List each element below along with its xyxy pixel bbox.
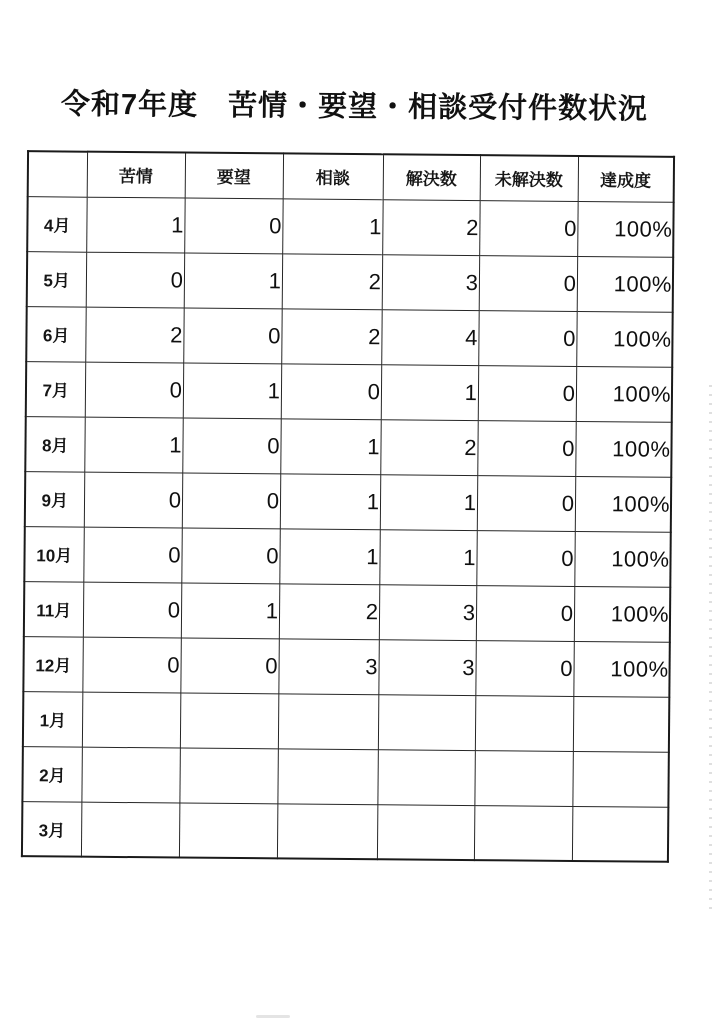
cell-achievement: 100% xyxy=(575,421,671,477)
row-header-month: 9月 xyxy=(25,471,84,527)
col-header-unresolved: 未解決数 xyxy=(480,155,578,201)
header-row xyxy=(28,151,674,202)
cell-unresolved: 0 xyxy=(478,310,576,366)
cell-achievement xyxy=(573,696,669,752)
cell-resolved: 4 xyxy=(381,309,478,365)
cell-complaints: 0 xyxy=(86,252,184,308)
table-row xyxy=(26,361,672,422)
cell-achievement xyxy=(572,806,668,862)
table-row xyxy=(23,691,669,752)
cell-complaints xyxy=(81,747,179,803)
cell-consultations: 1 xyxy=(282,198,382,254)
cell-requests: 0 xyxy=(183,308,281,364)
cell-achievement: 100% xyxy=(573,641,669,697)
table-row xyxy=(25,416,671,477)
col-header-complaints: 苦情 xyxy=(87,152,185,198)
cell-requests: 1 xyxy=(181,583,279,639)
cell-achievement: 100% xyxy=(574,531,670,587)
cell-requests: 0 xyxy=(182,473,280,529)
cell-resolved xyxy=(377,804,474,860)
cell-unresolved: 0 xyxy=(479,255,577,311)
cell-complaints: 0 xyxy=(82,637,180,693)
table-row xyxy=(27,196,673,257)
cell-achievement: 100% xyxy=(575,476,671,532)
cell-resolved: 1 xyxy=(381,364,478,420)
row-header-month: 8月 xyxy=(25,416,84,472)
row-header-month: 7月 xyxy=(26,361,85,417)
table-row xyxy=(24,581,670,642)
col-header-achievement: 達成度 xyxy=(578,156,674,202)
row-header-month: 1月 xyxy=(23,691,82,747)
cell-unresolved: 0 xyxy=(476,530,574,586)
cell-unresolved xyxy=(474,750,572,806)
col-header-consultations: 相談 xyxy=(283,153,383,199)
cell-unresolved: 0 xyxy=(475,640,573,696)
cell-resolved xyxy=(378,694,475,750)
cell-complaints: 1 xyxy=(84,417,182,473)
cell-complaints xyxy=(81,802,179,858)
cell-consultations: 2 xyxy=(281,308,381,364)
cell-unresolved xyxy=(474,805,572,861)
cell-consultations: 0 xyxy=(281,363,381,419)
cell-requests: 0 xyxy=(184,198,282,254)
cell-requests xyxy=(180,693,278,749)
cell-requests: 0 xyxy=(180,638,278,694)
cell-requests xyxy=(179,803,277,859)
cell-unresolved xyxy=(475,695,573,751)
cell-achievement: 100% xyxy=(577,201,673,257)
col-header-resolved: 解決数 xyxy=(383,154,480,200)
cell-consultations xyxy=(277,748,377,804)
table-row xyxy=(22,801,668,862)
corner-cell xyxy=(28,151,87,197)
cell-requests: 0 xyxy=(182,418,280,474)
monthly-counts-table xyxy=(21,150,675,863)
cell-complaints xyxy=(82,692,180,748)
row-header-month: 11月 xyxy=(24,581,83,637)
cell-resolved: 3 xyxy=(379,584,476,640)
cell-requests: 1 xyxy=(183,363,281,419)
cell-complaints: 0 xyxy=(85,362,183,418)
cell-consultations: 1 xyxy=(280,473,380,529)
page-title: 令和7年度 苦情・要望・相談受付件数状況 xyxy=(60,88,649,126)
cell-achievement: 100% xyxy=(574,586,670,642)
cell-consultations xyxy=(278,693,378,749)
table-row xyxy=(24,526,670,587)
table-row xyxy=(25,471,671,532)
cell-complaints: 0 xyxy=(83,582,181,638)
cell-requests: 0 xyxy=(181,528,279,584)
cell-achievement: 100% xyxy=(576,311,672,367)
cell-complaints: 2 xyxy=(85,307,183,363)
table-row xyxy=(26,306,672,367)
row-header-month: 4月 xyxy=(27,196,86,252)
cell-consultations: 1 xyxy=(279,528,379,584)
cell-complaints: 0 xyxy=(84,472,182,528)
cell-consultations: 3 xyxy=(278,638,378,694)
cell-consultations: 1 xyxy=(280,418,380,474)
cell-consultations xyxy=(277,803,377,859)
cell-unresolved: 0 xyxy=(479,200,577,256)
scan-artifact-right-edge xyxy=(709,385,712,915)
cell-resolved: 3 xyxy=(378,639,475,695)
row-header-month: 3月 xyxy=(22,801,81,857)
table-row xyxy=(22,746,668,807)
col-header-requests: 要望 xyxy=(185,153,283,199)
cell-requests: 1 xyxy=(184,253,282,309)
scan-artifact-bottom xyxy=(256,1015,290,1018)
cell-unresolved: 0 xyxy=(477,420,575,476)
cell-resolved: 1 xyxy=(379,529,476,585)
row-header-month: 2月 xyxy=(22,746,81,802)
cell-resolved: 1 xyxy=(380,474,477,530)
cell-achievement: 100% xyxy=(576,366,672,422)
cell-complaints: 0 xyxy=(83,527,181,583)
table-row xyxy=(23,636,669,697)
cell-resolved xyxy=(377,749,474,805)
cell-resolved: 3 xyxy=(382,254,479,310)
cell-requests xyxy=(179,748,277,804)
row-header-month: 12月 xyxy=(23,636,82,692)
cell-resolved: 2 xyxy=(380,419,477,475)
cell-unresolved: 0 xyxy=(477,475,575,531)
cell-achievement xyxy=(572,751,668,807)
table-row xyxy=(27,251,673,312)
cell-resolved: 2 xyxy=(382,199,479,255)
cell-unresolved: 0 xyxy=(478,365,576,421)
cell-unresolved: 0 xyxy=(476,585,574,641)
cell-complaints: 1 xyxy=(86,197,184,253)
row-header-month: 6月 xyxy=(26,306,85,362)
row-header-month: 5月 xyxy=(27,251,86,307)
cell-consultations: 2 xyxy=(279,583,379,639)
row-header-month: 10月 xyxy=(24,526,83,582)
cell-achievement: 100% xyxy=(577,256,673,312)
cell-consultations: 2 xyxy=(282,253,382,309)
